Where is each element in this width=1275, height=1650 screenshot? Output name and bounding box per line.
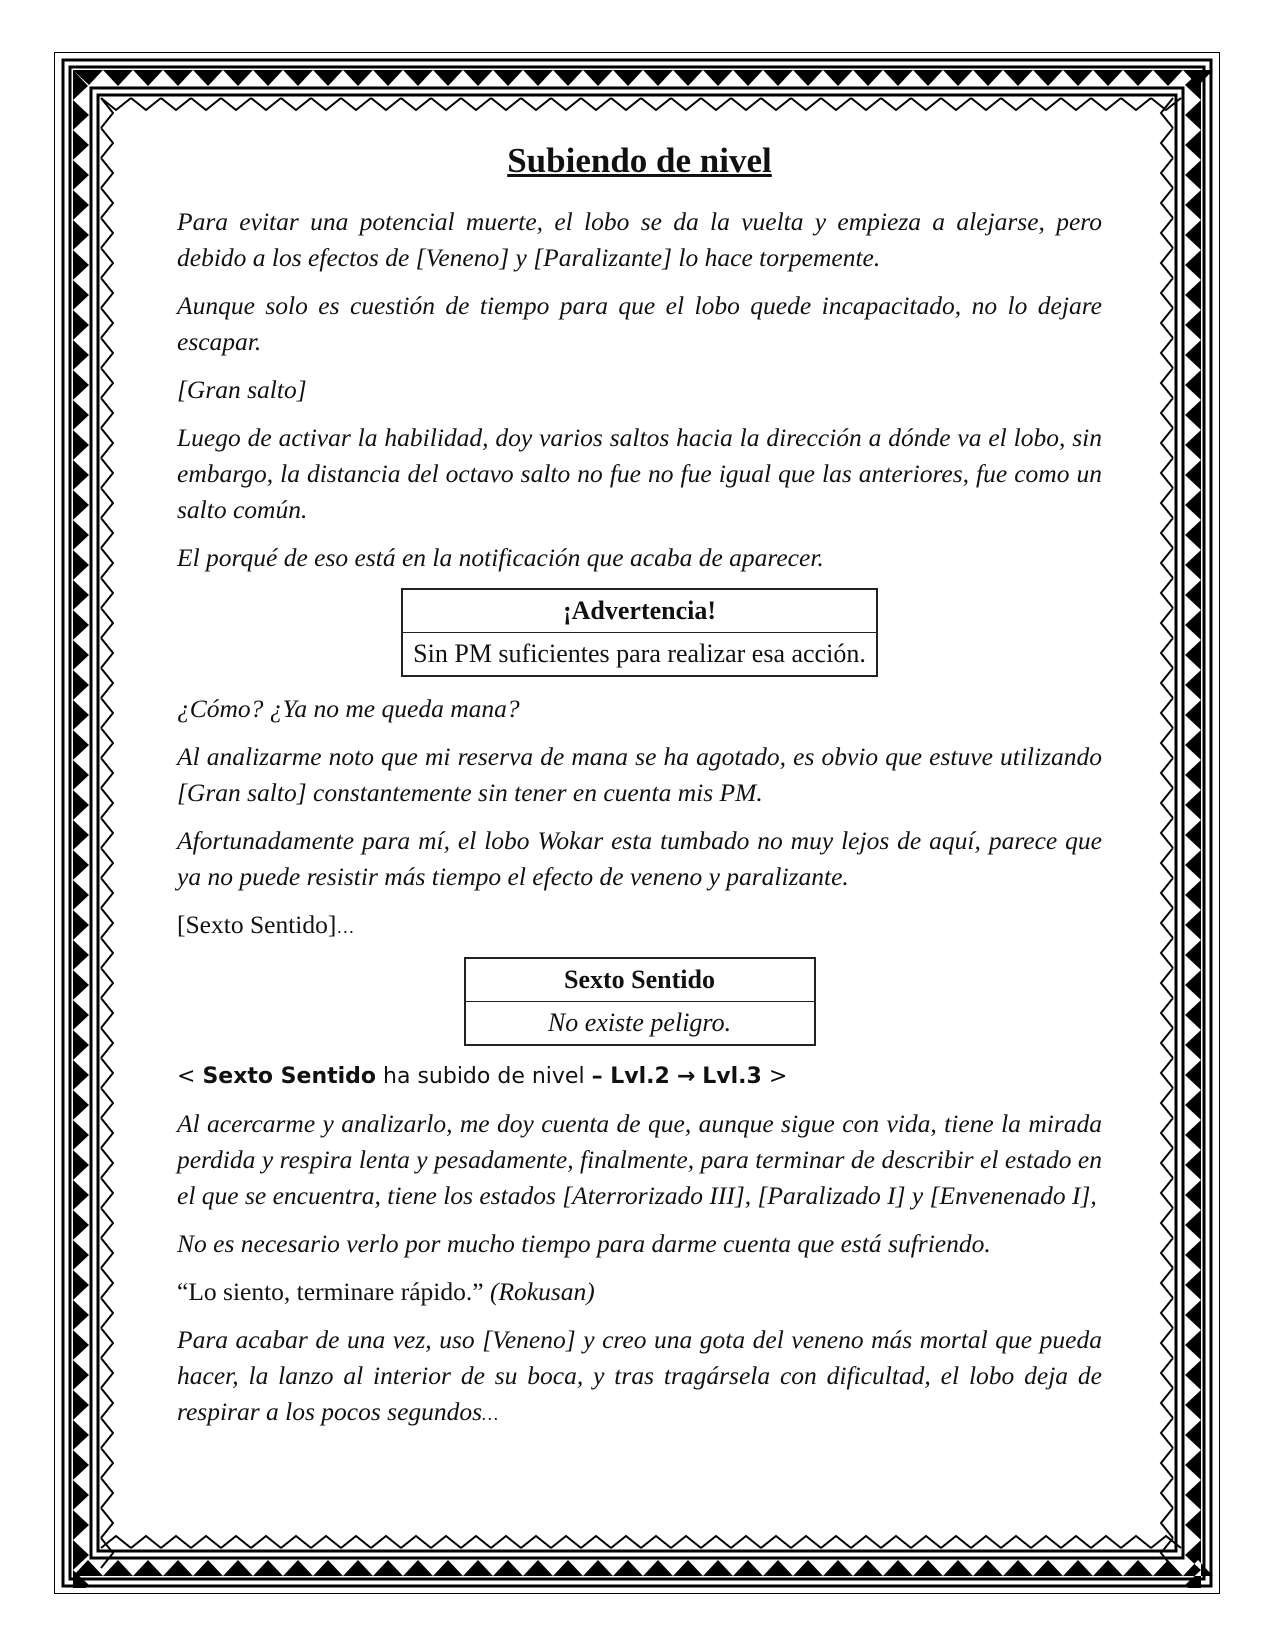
level-up-text: ha subido de nivel xyxy=(383,1064,585,1089)
paragraph: Al analizarme noto que mi reserva de mana se ha agotado, es obvio que estuve utilizando [Gran salto] constantemente sin tener en cuenta mis PM. xyxy=(177,742,1102,807)
paragraph: No es necesario verlo por mucho tiempo para darme cuenta que está sufriendo. xyxy=(177,1229,991,1258)
ellipsis: … xyxy=(336,917,355,937)
paragraph: [Gran salto] xyxy=(177,375,307,404)
paragraph: Al acercarme y analizarlo, me doy cuenta de que, aunque sigue con vida, tiene la mirada perdida y respira lenta y pesadamente, finalmente, para terminar de describir el estado en el que se encuentra, tiene los estados [Aterrorizado III], [Paralizado I] y [Envenenado I], xyxy=(177,1109,1102,1210)
level-up-notification xyxy=(177,1060,1102,1094)
warning-box-header: ¡Advertencia! xyxy=(402,589,877,633)
warning-box-body: Sin PM suficientes para realizar esa acción. xyxy=(402,633,877,677)
paragraph xyxy=(177,1322,1102,1432)
ellipsis: … xyxy=(482,1404,499,1424)
skill-activation-text: [Sexto Sentido] xyxy=(177,910,337,939)
paragraph-text: Para acabar de una vez, uso [Veneno] y creo una gota del veneno más mortal que pueda hacer, la lanzo al interior de su boca, y tras tragársela con dificultad, el lobo deja de respirar a los pocos segundos xyxy=(177,1325,1102,1426)
paragraph xyxy=(177,1274,1102,1310)
arrow-right-icon: → xyxy=(676,1064,696,1089)
paragraph: Para evitar una potencial muerte, el lobo se da la vuelta y empieza a alejarse, pero debido a los efectos de [Veneno] y [Paralizante] lo hace torpemente. xyxy=(177,207,1102,272)
bracket-close: > xyxy=(768,1064,788,1089)
sixth-sense-box-body: No existe peligro. xyxy=(465,1002,815,1046)
paragraph xyxy=(177,907,1102,945)
paragraph: ¿Cómo? ¿Ya no me queda mana? xyxy=(177,694,520,723)
page-content xyxy=(177,140,1102,1444)
level-from: – Lvl.2 xyxy=(591,1064,670,1089)
paragraph: El porqué de eso está en la notificación que acaba de aparecer. xyxy=(177,543,824,572)
skill-name: Sexto Sentido xyxy=(202,1064,377,1089)
page-title: Subiendo de nivel xyxy=(507,141,772,180)
paragraph: Afortunadamente para mí, el lobo Wokar esta tumbado no muy lejos de aquí, parece que ya no puede resistir más tiempo el efecto de veneno y paralizante. xyxy=(177,826,1102,891)
dialogue-quote: “Lo siento, terminare rápido.” xyxy=(177,1277,484,1306)
paragraph: Luego de activar la habilidad, doy varios saltos hacia la dirección a dónde va el lobo, sin embargo, la distancia del octavo salto no fue no fue igual que las anteriores, fue como un salto común. xyxy=(177,423,1102,524)
dialogue-speaker: (Rokusan) xyxy=(489,1277,595,1306)
level-to: Lvl.3 xyxy=(702,1064,762,1089)
sixth-sense-box-header: Sexto Sentido xyxy=(465,958,815,1002)
bracket-open: < xyxy=(177,1064,196,1089)
paragraph: Aunque solo es cuestión de tiempo para que el lobo quede incapacitado, no lo dejare escapar. xyxy=(177,291,1102,356)
warning-box xyxy=(401,588,878,677)
sixth-sense-box xyxy=(464,957,816,1046)
